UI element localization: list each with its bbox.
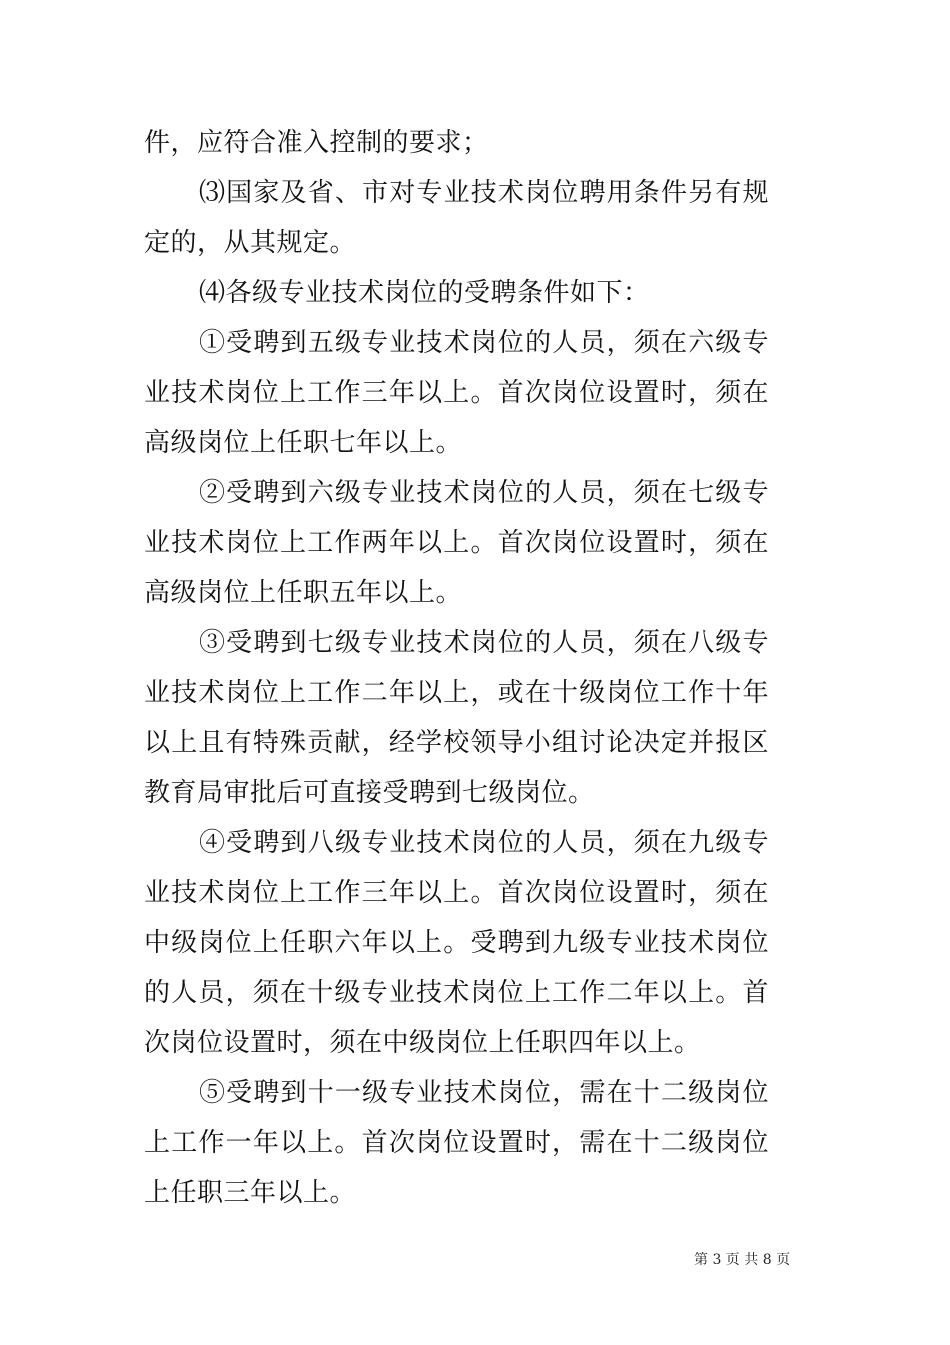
paragraph-3: ⑷各级专业技术岗位的受聘条件如下： [199,278,650,308]
document-body [144,118,769,1218]
page-number: 第 3 页 共 8 页 [694,1252,791,1268]
paragraph-5: ②受聘到六级专业技术岗位的人员，须在七级专业技术岗位上工作两年以上。首次岗位设置时，须在高级岗位上任职五年以上。 [144,478,769,608]
paragraph-7: ④受聘到八级专业技术岗位的人员，须在九级专业技术岗位上工作三年以上。首次岗位设置时，须在中级岗位上任职六年以上。受聘到九级专业技术岗位的人员，须在十级专业技术岗位上工作二年以上。首次岗位设置时，须在中级岗位上任职四年以上。 [144,828,769,1058]
paragraph-8: ⑤受聘到十一级专业技术岗位，需在十二级岗位上工作一年以上。首次岗位设置时，需在十二级岗位上任职三年以上。 [144,1078,769,1208]
paragraph-2: ⑶国家及省、市对专业技术岗位聘用条件另有规定的，从其规定。 [144,178,769,258]
paragraph-1: 件，应符合准入控制的要求； [144,128,489,158]
paragraph-6: ③受聘到七级专业技术岗位的人员，须在八级专业技术岗位上工作二年以上，或在十级岗位工作十年以上且有特殊贡献，经学校领导小组讨论决定并报区教育局审批后可直接受聘到七级岗位。 [144,628,769,808]
paragraph-4: ①受聘到五级专业技术岗位的人员，须在六级专业技术岗位上工作三年以上。首次岗位设置时，须在高级岗位上任职七年以上。 [144,328,769,458]
